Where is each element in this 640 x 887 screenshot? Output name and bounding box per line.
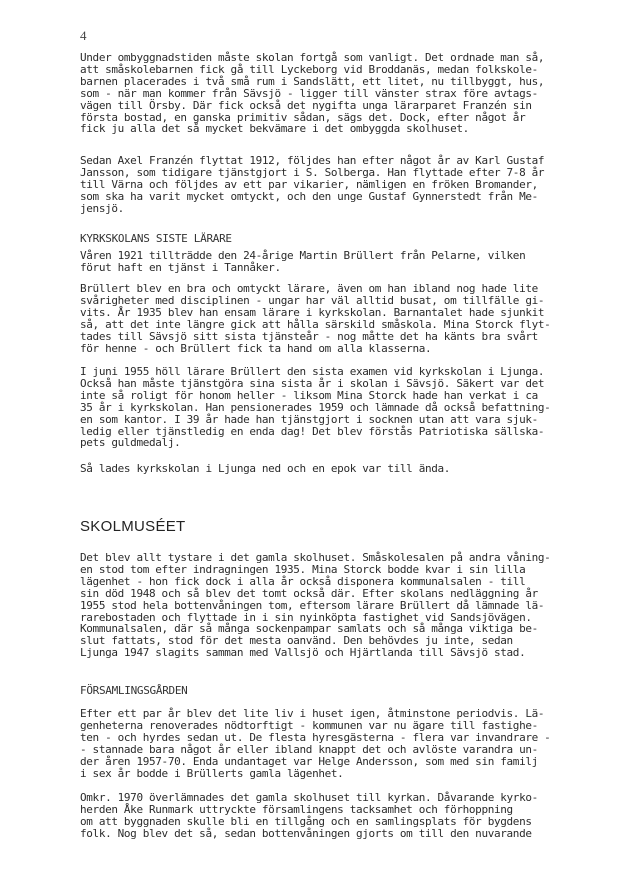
text-line: tades till Sävsjö sitt sista tjänsteår - nog måtte det ha känts bra svårt [80,329,538,343]
text-line: Under ombyggnadstiden måste skolan fortgå som vanligt. Det ordnade man så, [80,51,545,64]
text-line: Sedan Axel Franzén flyttat 1912, följdes han efter något år av Karl Gustaf [80,154,545,167]
text-line: Våren 1921 tillträdde den 24-årige Martin Brüllert från Pelarne, vilken [80,249,526,262]
text-line: genheterna renoverades nödtorftigt - kommunen var nu ägare till fastighe- [80,718,538,732]
text-line: 35 år i kyrkskolan. Han pensionerades 1959 och lämnade då också befattning- [80,400,551,414]
section-heading-forsamlingsgarden: FÖRSAMLINGSGÅRDEN [80,684,188,697]
paragraph-franzen [80,155,580,215]
page-number: 4 [80,28,87,43]
text-line: herden Åke Runmark uttryckte församlingens tacksamhet och förhoppning [80,802,513,816]
text-line: rarebostaden och flyttade in i sin nyinköpta fastighet vid Sandsjövägen. [80,610,532,624]
text-line: i sex år bodde i Brüllerts gamla lägenhet. [80,766,344,780]
text-line: Ljunga 1947 slagits samman med Vallsjö och Hjärtlanda till Sävsjö stad. [80,646,526,660]
text-line: svårigheter med disciplinen - ungar har väl alltid busat, om tillfälle gi- [80,293,545,307]
text-line: som ska ha varit mycket omtyckt, och den unge Gustaf Gynnerstedt från Me- [80,189,538,203]
section-heading-kyrkskolan: KYRKSKOLANS SISTE LÄRARE [80,232,232,245]
text-line: till Värna och följdes av ett par vikarier, nämligen en fröken Bromander, [80,177,538,191]
para-lines [80,52,580,135]
text-line: 1955 stod hela bottenvåningen tom, eftersom lärare Brüllert då lämnade lä- [80,598,545,612]
text-line: I juni 1955 höll lärare Brüllert den sista examen vid kyrkskolan i Ljunga. [80,365,545,378]
paragraph-ombyggnad [80,52,580,135]
text-line: Jansson, som tidigare tjänstgjort i S. Solberga. Han flyttade efter 7-8 år [80,165,545,179]
paragraph-juni-1955 [80,366,580,449]
text-line: för henne - och Brüllert fick ta hand om alla klasserna. [80,341,432,355]
text-line: Kommunalsalen, där så många sockenpampar samlats och så många viktiga be- [80,622,538,636]
text-line: pets guldmedalj. [80,436,181,450]
text-line: Också han måste tjänstgöra sina sista år i skolan i Sävsjö. Säkert var det [80,376,545,390]
text-line: barnen placerades i två små rum i Sandslätt, ett litet, nu tillbyggt, hus, [80,74,545,88]
text-line: Det blev allt tystare i det gamla skolhuset. Småskolesalen på andra våning- [80,551,551,564]
text-line: Omkr. 1970 överlämnades det gamla skolhuset till kyrkan. Dåvarande kyrko- [80,791,538,804]
text-line: att småskolebarnen fick gå till Lyckeborg vid Broddanäs, medan folkskole- [80,62,538,76]
paragraph-tystare [80,552,580,659]
text-line: vägen till Örsby. Där fick också det nygifta unga lärarparet Franzén sin [80,98,532,112]
text-line: der åren 1957-70. Enda undantaget var Helge Andersson, som med sin familj [80,754,538,768]
text-line: vits. År 1935 blev han ensam lärare i kyrkskolan. Barnantalet hade sjunkit [80,305,545,319]
text-line: inte så roligt för honom heller - liksom Mina Storck hade han verkat i ca [80,388,538,402]
text-line: fick ju alla det så mycket bekvämare i det ombyggda skolhuset. [80,122,469,136]
text-line: folk. Nog blev det så, sedan bottenvåningen gjorts om till den nuvarande [80,826,532,840]
text-line: om att byggnaden skulle bli en tillgång och en samlingsplats för bygdens [80,814,532,828]
text-line: slut fattats, stod för det mesta oanvänd. Den behövdes ju inte, sedan [80,634,513,648]
paragraph-epok [80,463,580,475]
text-line: så, att det inte längre gick att hålla särskild småskola. Mina Storck flyt- [80,317,551,331]
text-line: förut haft en tjänst i Tannåker. [80,260,281,274]
text-line: jensjö. [80,201,124,215]
paragraph-omkr-1970 [80,792,580,840]
paragraph-brullert [80,283,580,354]
text-line: som - när man kommer från Sävsjö - ligger till vänster strax före avtags- [80,86,538,100]
text-line: en som kantor. I 39 år hade han tjänstgjort i socknen utan att vara sjuk- [80,412,538,426]
paragraph-efter-ett-par-ar [80,708,580,779]
text-line: första bostad, en ganska primitiv sådan, sägs det. Dock, efter något år [80,110,526,124]
text-line: en stod tom efter indragningen 1935. Mina Storck bodde kvar i sin lilla [80,562,526,576]
text-line: Så lades kyrkskolan i Ljunga ned och en epok var till ända. [80,462,451,475]
text-line: - stannade bara något år eller ibland knappt det och avlöste varandra un- [80,742,538,756]
text-line: ledig eller tjänstledig en enda dag! Det blev förstås Patriotiska sällska- [80,424,545,438]
text-line: sin död 1948 och så blev det tomt också där. Efter skolans nedläggning år [80,586,538,600]
section-heading-skolmuseet: SKOLMUSÉET [80,518,186,535]
text-line: ten - och hyrdes sedan ut. De flesta hyresgästerna - flera var invandrare - [80,730,551,744]
text-line: lägenhet - hon fick dock i alla år också disponera kommunalsalen - till [80,574,526,588]
text-line: Brüllert blev en bra och omtyckt lärare, även om han ibland nog hade lite [80,282,538,295]
paragraph-varen-1921 [80,250,580,274]
text-line: Efter ett par år blev det lite liv i huset igen, åtminstone periodvis. Lä- [80,707,545,720]
